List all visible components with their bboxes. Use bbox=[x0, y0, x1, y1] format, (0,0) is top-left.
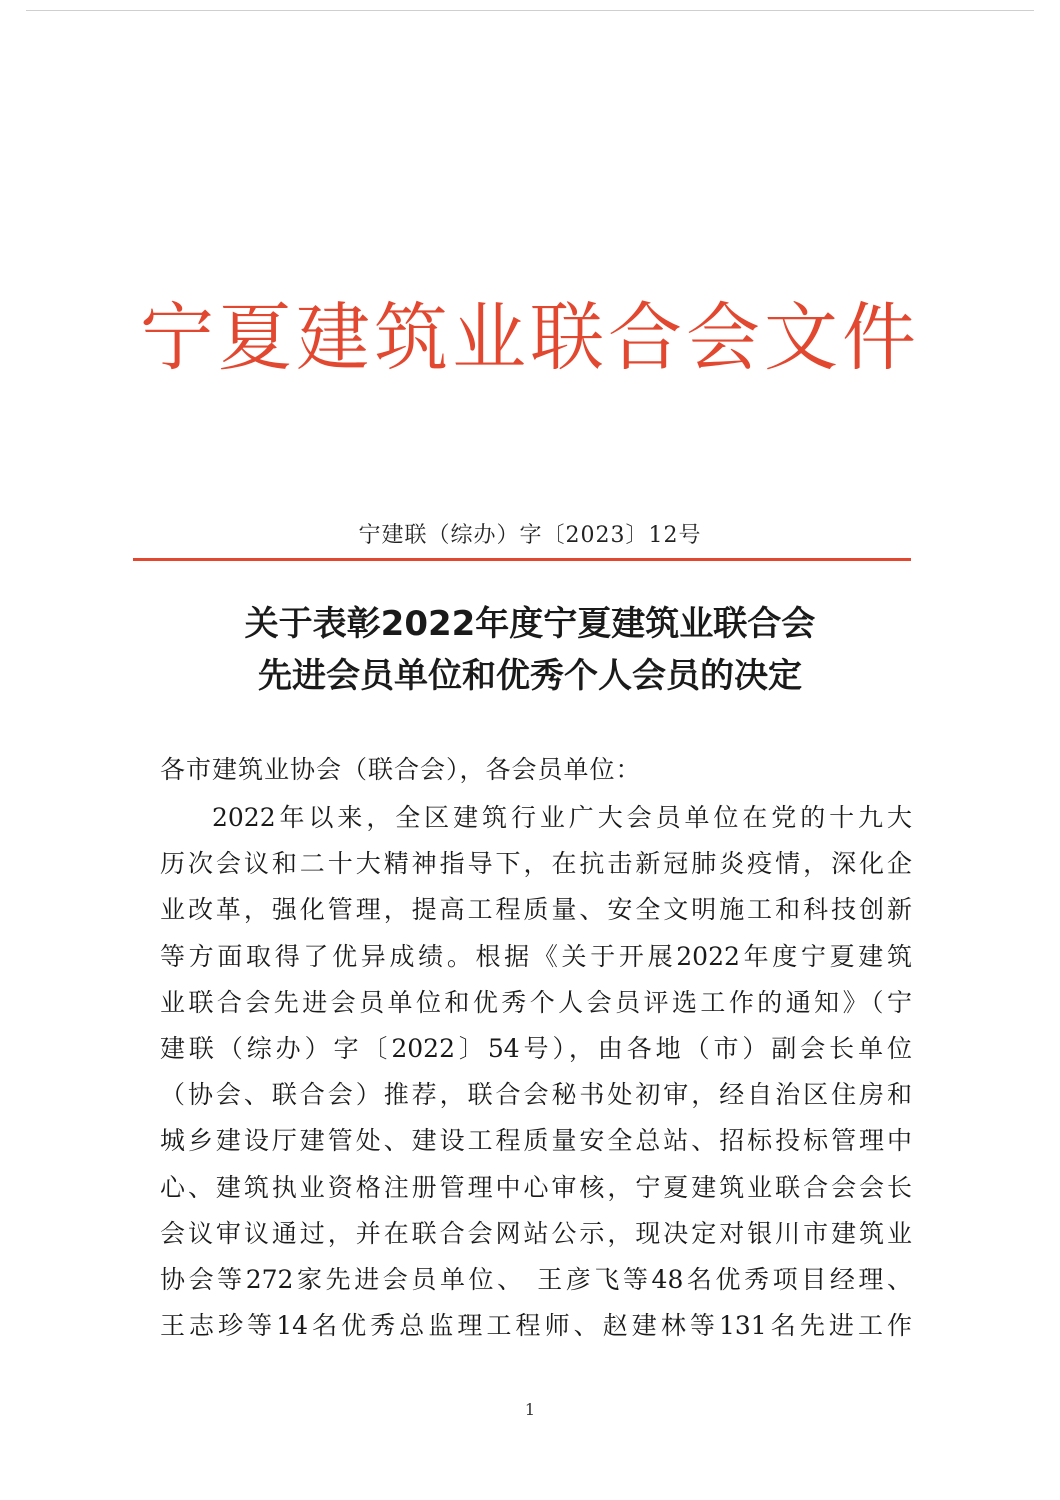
body-line: 历次会议和二十大精神指导下，在抗击新冠肺炎疫情，深化企 bbox=[160, 849, 912, 879]
body-line: 等方面取得了优异成绩。根据《关于开展2022年度宁夏建筑 bbox=[160, 941, 912, 971]
salutation: 各市建筑业协会（联合会），各会员单位： bbox=[160, 755, 642, 784]
body-line: 心、建筑执业资格注册管理中心审核，宁夏建筑业联合会会长 bbox=[160, 1172, 912, 1202]
document-header-title: 宁夏建筑业联合会文件 bbox=[140, 295, 920, 381]
decision-title-line-2: 先进会员单位和优秀个人会员的决定 bbox=[258, 656, 802, 696]
body-line: 业联合会先进会员单位和优秀个人会员评选工作的通知》（宁 bbox=[160, 987, 912, 1017]
scan-edge-line bbox=[26, 10, 1034, 11]
body-line: 业改革，强化管理，提高工程质量、安全文明施工和科技创新 bbox=[160, 895, 912, 925]
red-divider-rule bbox=[133, 558, 911, 561]
body-paragraph bbox=[160, 795, 912, 1349]
body-line: 城乡建设厅建管处、建设工程质量安全总站、招标投标管理中 bbox=[160, 1126, 912, 1156]
body-line: 2022年以来，全区建筑行业广大会员单位在党的十九大 bbox=[212, 803, 912, 832]
body-line: 王志珍等14名优秀总监理工程师、赵建林等131名先进工作 bbox=[160, 1311, 912, 1341]
decision-title-line-1: 关于表彰2022年度宁夏建筑业联合会 bbox=[244, 604, 816, 644]
body-line: 会议审议通过，并在联合会网站公示，现决定对银川市建筑业 bbox=[160, 1218, 912, 1248]
body-line: 建联（综办）字〔2022〕54号），由各地（市）副会长单位 bbox=[160, 1033, 912, 1063]
decision-title bbox=[0, 598, 1060, 702]
body-line: （协会、联合会）推荐，联合会秘书处初审，经自治区住房和 bbox=[160, 1080, 912, 1110]
body-line: 协会等272家先进会员单位、 王彦飞等48名优秀项目经理、 bbox=[160, 1264, 912, 1294]
page-number: 1 bbox=[524, 1400, 536, 1419]
document-number: 宁建联（综办）字〔2023〕12号 bbox=[358, 523, 702, 548]
